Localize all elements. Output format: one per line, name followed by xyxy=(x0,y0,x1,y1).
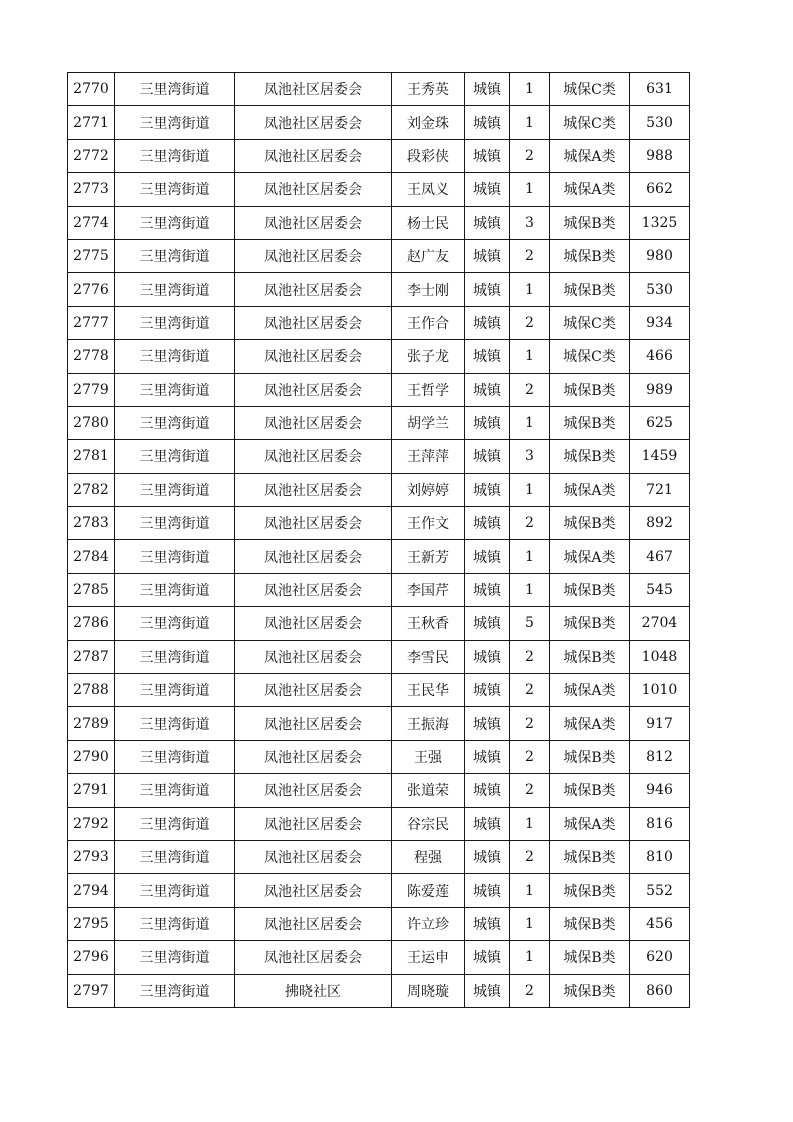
table-row xyxy=(68,139,690,172)
street-cell: 三里湾街道 xyxy=(115,173,235,206)
amount-cell: 545 xyxy=(630,573,690,606)
community-cell: 凤池社区居委会 xyxy=(235,707,392,740)
table-row xyxy=(68,874,690,907)
row-number-cell: 2797 xyxy=(68,974,115,1007)
amount-cell: 917 xyxy=(630,707,690,740)
name-cell: 王民华 xyxy=(392,674,465,707)
street-cell: 三里湾街道 xyxy=(115,340,235,373)
household-count-cell: 2 xyxy=(510,139,550,172)
table-row xyxy=(68,540,690,573)
community-cell: 凤池社区居委会 xyxy=(235,373,392,406)
community-cell: 凤池社区居委会 xyxy=(235,840,392,873)
amount-cell: 466 xyxy=(630,340,690,373)
category-cell: 城保A类 xyxy=(550,139,630,172)
area-type-cell: 城镇 xyxy=(465,373,510,406)
category-cell: 城保A类 xyxy=(550,674,630,707)
row-number-cell: 2783 xyxy=(68,507,115,540)
community-cell: 凤池社区居委会 xyxy=(235,740,392,773)
household-count-cell: 2 xyxy=(510,507,550,540)
community-cell: 凤池社区居委会 xyxy=(235,306,392,339)
area-type-cell: 城镇 xyxy=(465,740,510,773)
row-number-cell: 2795 xyxy=(68,907,115,940)
area-type-cell: 城镇 xyxy=(465,974,510,1007)
street-cell: 三里湾街道 xyxy=(115,707,235,740)
street-cell: 三里湾街道 xyxy=(115,373,235,406)
amount-cell: 1010 xyxy=(630,674,690,707)
household-count-cell: 3 xyxy=(510,206,550,239)
amount-cell: 860 xyxy=(630,974,690,1007)
name-cell: 王秀英 xyxy=(392,73,465,106)
row-number-cell: 2780 xyxy=(68,406,115,439)
community-cell: 凤池社区居委会 xyxy=(235,473,392,506)
area-type-cell: 城镇 xyxy=(465,473,510,506)
amount-cell: 816 xyxy=(630,807,690,840)
amount-cell: 1325 xyxy=(630,206,690,239)
name-cell: 杨士民 xyxy=(392,206,465,239)
household-count-cell: 1 xyxy=(510,473,550,506)
amount-cell: 946 xyxy=(630,774,690,807)
name-cell: 王强 xyxy=(392,740,465,773)
name-cell: 王萍萍 xyxy=(392,440,465,473)
category-cell: 城保B类 xyxy=(550,774,630,807)
community-cell: 凤池社区居委会 xyxy=(235,173,392,206)
table-row xyxy=(68,206,690,239)
amount-cell: 620 xyxy=(630,941,690,974)
category-cell: 城保C类 xyxy=(550,340,630,373)
household-count-cell: 2 xyxy=(510,707,550,740)
street-cell: 三里湾街道 xyxy=(115,807,235,840)
community-cell: 凤池社区居委会 xyxy=(235,640,392,673)
community-cell: 凤池社区居委会 xyxy=(235,106,392,139)
area-type-cell: 城镇 xyxy=(465,607,510,640)
row-number-cell: 2787 xyxy=(68,640,115,673)
street-cell: 三里湾街道 xyxy=(115,941,235,974)
household-count-cell: 1 xyxy=(510,73,550,106)
name-cell: 张子龙 xyxy=(392,340,465,373)
category-cell: 城保B类 xyxy=(550,406,630,439)
area-type-cell: 城镇 xyxy=(465,874,510,907)
name-cell: 胡学兰 xyxy=(392,406,465,439)
area-type-cell: 城镇 xyxy=(465,807,510,840)
area-type-cell: 城镇 xyxy=(465,139,510,172)
area-type-cell: 城镇 xyxy=(465,707,510,740)
area-type-cell: 城镇 xyxy=(465,173,510,206)
name-cell: 李士刚 xyxy=(392,273,465,306)
street-cell: 三里湾街道 xyxy=(115,974,235,1007)
row-number-cell: 2790 xyxy=(68,740,115,773)
area-type-cell: 城镇 xyxy=(465,907,510,940)
community-cell: 凤池社区居委会 xyxy=(235,507,392,540)
street-cell: 三里湾街道 xyxy=(115,674,235,707)
name-cell: 王运申 xyxy=(392,941,465,974)
table-row xyxy=(68,807,690,840)
table-row xyxy=(68,607,690,640)
category-cell: 城保C类 xyxy=(550,306,630,339)
category-cell: 城保B类 xyxy=(550,607,630,640)
street-cell: 三里湾街道 xyxy=(115,840,235,873)
community-cell: 凤池社区居委会 xyxy=(235,573,392,606)
category-cell: 城保B类 xyxy=(550,373,630,406)
area-type-cell: 城镇 xyxy=(465,507,510,540)
community-cell: 凤池社区居委会 xyxy=(235,440,392,473)
household-count-cell: 2 xyxy=(510,740,550,773)
row-number-cell: 2782 xyxy=(68,473,115,506)
category-cell: 城保B类 xyxy=(550,740,630,773)
community-cell: 凤池社区居委会 xyxy=(235,73,392,106)
amount-cell: 530 xyxy=(630,273,690,306)
name-cell: 李雪民 xyxy=(392,640,465,673)
street-cell: 三里湾街道 xyxy=(115,640,235,673)
household-count-cell: 2 xyxy=(510,774,550,807)
category-cell: 城保B类 xyxy=(550,507,630,540)
row-number-cell: 2791 xyxy=(68,774,115,807)
category-cell: 城保B类 xyxy=(550,273,630,306)
roster-body xyxy=(68,73,690,1008)
community-cell: 凤池社区居委会 xyxy=(235,774,392,807)
amount-cell: 934 xyxy=(630,306,690,339)
name-cell: 王凤义 xyxy=(392,173,465,206)
table-row xyxy=(68,273,690,306)
street-cell: 三里湾街道 xyxy=(115,206,235,239)
household-count-cell: 1 xyxy=(510,540,550,573)
household-count-cell: 2 xyxy=(510,373,550,406)
community-cell: 拂晓社区 xyxy=(235,974,392,1007)
street-cell: 三里湾街道 xyxy=(115,540,235,573)
row-number-cell: 2778 xyxy=(68,340,115,373)
name-cell: 许立珍 xyxy=(392,907,465,940)
area-type-cell: 城镇 xyxy=(465,73,510,106)
amount-cell: 2704 xyxy=(630,607,690,640)
area-type-cell: 城镇 xyxy=(465,306,510,339)
community-cell: 凤池社区居委会 xyxy=(235,273,392,306)
household-count-cell: 1 xyxy=(510,273,550,306)
table-row xyxy=(68,73,690,106)
amount-cell: 467 xyxy=(630,540,690,573)
street-cell: 三里湾街道 xyxy=(115,306,235,339)
community-cell: 凤池社区居委会 xyxy=(235,139,392,172)
table-row xyxy=(68,373,690,406)
table-row xyxy=(68,239,690,272)
street-cell: 三里湾街道 xyxy=(115,406,235,439)
household-count-cell: 2 xyxy=(510,674,550,707)
street-cell: 三里湾街道 xyxy=(115,73,235,106)
community-cell: 凤池社区居委会 xyxy=(235,607,392,640)
amount-cell: 980 xyxy=(630,239,690,272)
street-cell: 三里湾街道 xyxy=(115,774,235,807)
household-count-cell: 1 xyxy=(510,173,550,206)
household-count-cell: 1 xyxy=(510,874,550,907)
household-count-cell: 3 xyxy=(510,440,550,473)
row-number-cell: 2788 xyxy=(68,674,115,707)
household-count-cell: 1 xyxy=(510,907,550,940)
row-number-cell: 2793 xyxy=(68,840,115,873)
amount-cell: 662 xyxy=(630,173,690,206)
amount-cell: 892 xyxy=(630,507,690,540)
household-count-cell: 2 xyxy=(510,974,550,1007)
name-cell: 王哲学 xyxy=(392,373,465,406)
community-cell: 凤池社区居委会 xyxy=(235,874,392,907)
table-row xyxy=(68,173,690,206)
category-cell: 城保B类 xyxy=(550,440,630,473)
area-type-cell: 城镇 xyxy=(465,106,510,139)
area-type-cell: 城镇 xyxy=(465,640,510,673)
community-cell: 凤池社区居委会 xyxy=(235,406,392,439)
table-row xyxy=(68,740,690,773)
area-type-cell: 城镇 xyxy=(465,440,510,473)
name-cell: 王秋香 xyxy=(392,607,465,640)
table-row xyxy=(68,306,690,339)
row-number-cell: 2773 xyxy=(68,173,115,206)
category-cell: 城保C类 xyxy=(550,106,630,139)
table-row xyxy=(68,573,690,606)
household-count-cell: 1 xyxy=(510,807,550,840)
table-row xyxy=(68,974,690,1007)
area-type-cell: 城镇 xyxy=(465,206,510,239)
household-count-cell: 1 xyxy=(510,406,550,439)
table-row xyxy=(68,774,690,807)
row-number-cell: 2770 xyxy=(68,73,115,106)
street-cell: 三里湾街道 xyxy=(115,740,235,773)
area-type-cell: 城镇 xyxy=(465,674,510,707)
area-type-cell: 城镇 xyxy=(465,540,510,573)
category-cell: 城保A类 xyxy=(550,473,630,506)
table-row xyxy=(68,674,690,707)
street-cell: 三里湾街道 xyxy=(115,106,235,139)
household-count-cell: 1 xyxy=(510,340,550,373)
amount-cell: 552 xyxy=(630,874,690,907)
name-cell: 李国芹 xyxy=(392,573,465,606)
area-type-cell: 城镇 xyxy=(465,941,510,974)
row-number-cell: 2789 xyxy=(68,707,115,740)
category-cell: 城保A类 xyxy=(550,173,630,206)
household-count-cell: 2 xyxy=(510,306,550,339)
row-number-cell: 2772 xyxy=(68,139,115,172)
name-cell: 赵广友 xyxy=(392,239,465,272)
category-cell: 城保A类 xyxy=(550,707,630,740)
name-cell: 谷宗民 xyxy=(392,807,465,840)
street-cell: 三里湾街道 xyxy=(115,440,235,473)
table-row xyxy=(68,340,690,373)
household-count-cell: 1 xyxy=(510,106,550,139)
table-row xyxy=(68,406,690,439)
street-cell: 三里湾街道 xyxy=(115,239,235,272)
name-cell: 陈爱莲 xyxy=(392,874,465,907)
category-cell: 城保B类 xyxy=(550,907,630,940)
row-number-cell: 2779 xyxy=(68,373,115,406)
area-type-cell: 城镇 xyxy=(465,840,510,873)
amount-cell: 810 xyxy=(630,840,690,873)
category-cell: 城保B类 xyxy=(550,974,630,1007)
name-cell: 刘金珠 xyxy=(392,106,465,139)
amount-cell: 812 xyxy=(630,740,690,773)
name-cell: 刘婷婷 xyxy=(392,473,465,506)
household-count-cell: 1 xyxy=(510,941,550,974)
community-cell: 凤池社区居委会 xyxy=(235,907,392,940)
street-cell: 三里湾街道 xyxy=(115,473,235,506)
row-number-cell: 2786 xyxy=(68,607,115,640)
name-cell: 段彩侠 xyxy=(392,139,465,172)
table-row xyxy=(68,106,690,139)
row-number-cell: 2792 xyxy=(68,807,115,840)
area-type-cell: 城镇 xyxy=(465,340,510,373)
name-cell: 王作合 xyxy=(392,306,465,339)
community-cell: 凤池社区居委会 xyxy=(235,239,392,272)
street-cell: 三里湾街道 xyxy=(115,573,235,606)
community-cell: 凤池社区居委会 xyxy=(235,941,392,974)
table-row xyxy=(68,507,690,540)
area-type-cell: 城镇 xyxy=(465,239,510,272)
street-cell: 三里湾街道 xyxy=(115,607,235,640)
row-number-cell: 2777 xyxy=(68,306,115,339)
area-type-cell: 城镇 xyxy=(465,573,510,606)
category-cell: 城保B类 xyxy=(550,874,630,907)
street-cell: 三里湾街道 xyxy=(115,907,235,940)
amount-cell: 625 xyxy=(630,406,690,439)
row-number-cell: 2776 xyxy=(68,273,115,306)
area-type-cell: 城镇 xyxy=(465,406,510,439)
street-cell: 三里湾街道 xyxy=(115,507,235,540)
category-cell: 城保B类 xyxy=(550,941,630,974)
row-number-cell: 2775 xyxy=(68,239,115,272)
household-count-cell: 2 xyxy=(510,840,550,873)
row-number-cell: 2781 xyxy=(68,440,115,473)
name-cell: 王作文 xyxy=(392,507,465,540)
street-cell: 三里湾街道 xyxy=(115,273,235,306)
category-cell: 城保A类 xyxy=(550,807,630,840)
name-cell: 张道荣 xyxy=(392,774,465,807)
table-row xyxy=(68,473,690,506)
table-row xyxy=(68,907,690,940)
category-cell: 城保C类 xyxy=(550,73,630,106)
community-cell: 凤池社区居委会 xyxy=(235,807,392,840)
row-number-cell: 2794 xyxy=(68,874,115,907)
table-row xyxy=(68,640,690,673)
community-cell: 凤池社区居委会 xyxy=(235,206,392,239)
category-cell: 城保B类 xyxy=(550,640,630,673)
name-cell: 王振海 xyxy=(392,707,465,740)
table-row xyxy=(68,840,690,873)
household-count-cell: 2 xyxy=(510,239,550,272)
name-cell: 程强 xyxy=(392,840,465,873)
street-cell: 三里湾街道 xyxy=(115,874,235,907)
community-cell: 凤池社区居委会 xyxy=(235,674,392,707)
category-cell: 城保B类 xyxy=(550,239,630,272)
amount-cell: 631 xyxy=(630,73,690,106)
amount-cell: 456 xyxy=(630,907,690,940)
row-number-cell: 2771 xyxy=(68,106,115,139)
community-cell: 凤池社区居委会 xyxy=(235,340,392,373)
row-number-cell: 2784 xyxy=(68,540,115,573)
name-cell: 王新芳 xyxy=(392,540,465,573)
household-count-cell: 2 xyxy=(510,640,550,673)
table-row xyxy=(68,707,690,740)
area-type-cell: 城镇 xyxy=(465,273,510,306)
table-row xyxy=(68,440,690,473)
community-cell: 凤池社区居委会 xyxy=(235,540,392,573)
amount-cell: 1459 xyxy=(630,440,690,473)
amount-cell: 721 xyxy=(630,473,690,506)
table-row xyxy=(68,941,690,974)
household-count-cell: 5 xyxy=(510,607,550,640)
household-count-cell: 1 xyxy=(510,573,550,606)
area-type-cell: 城镇 xyxy=(465,774,510,807)
row-number-cell: 2796 xyxy=(68,941,115,974)
row-number-cell: 2774 xyxy=(68,206,115,239)
amount-cell: 1048 xyxy=(630,640,690,673)
row-number-cell: 2785 xyxy=(68,573,115,606)
amount-cell: 989 xyxy=(630,373,690,406)
name-cell: 周晓璇 xyxy=(392,974,465,1007)
category-cell: 城保A类 xyxy=(550,540,630,573)
amount-cell: 530 xyxy=(630,106,690,139)
category-cell: 城保B类 xyxy=(550,573,630,606)
amount-cell: 988 xyxy=(630,139,690,172)
category-cell: 城保B类 xyxy=(550,840,630,873)
street-cell: 三里湾街道 xyxy=(115,139,235,172)
category-cell: 城保B类 xyxy=(550,206,630,239)
roster-table xyxy=(67,72,690,1008)
